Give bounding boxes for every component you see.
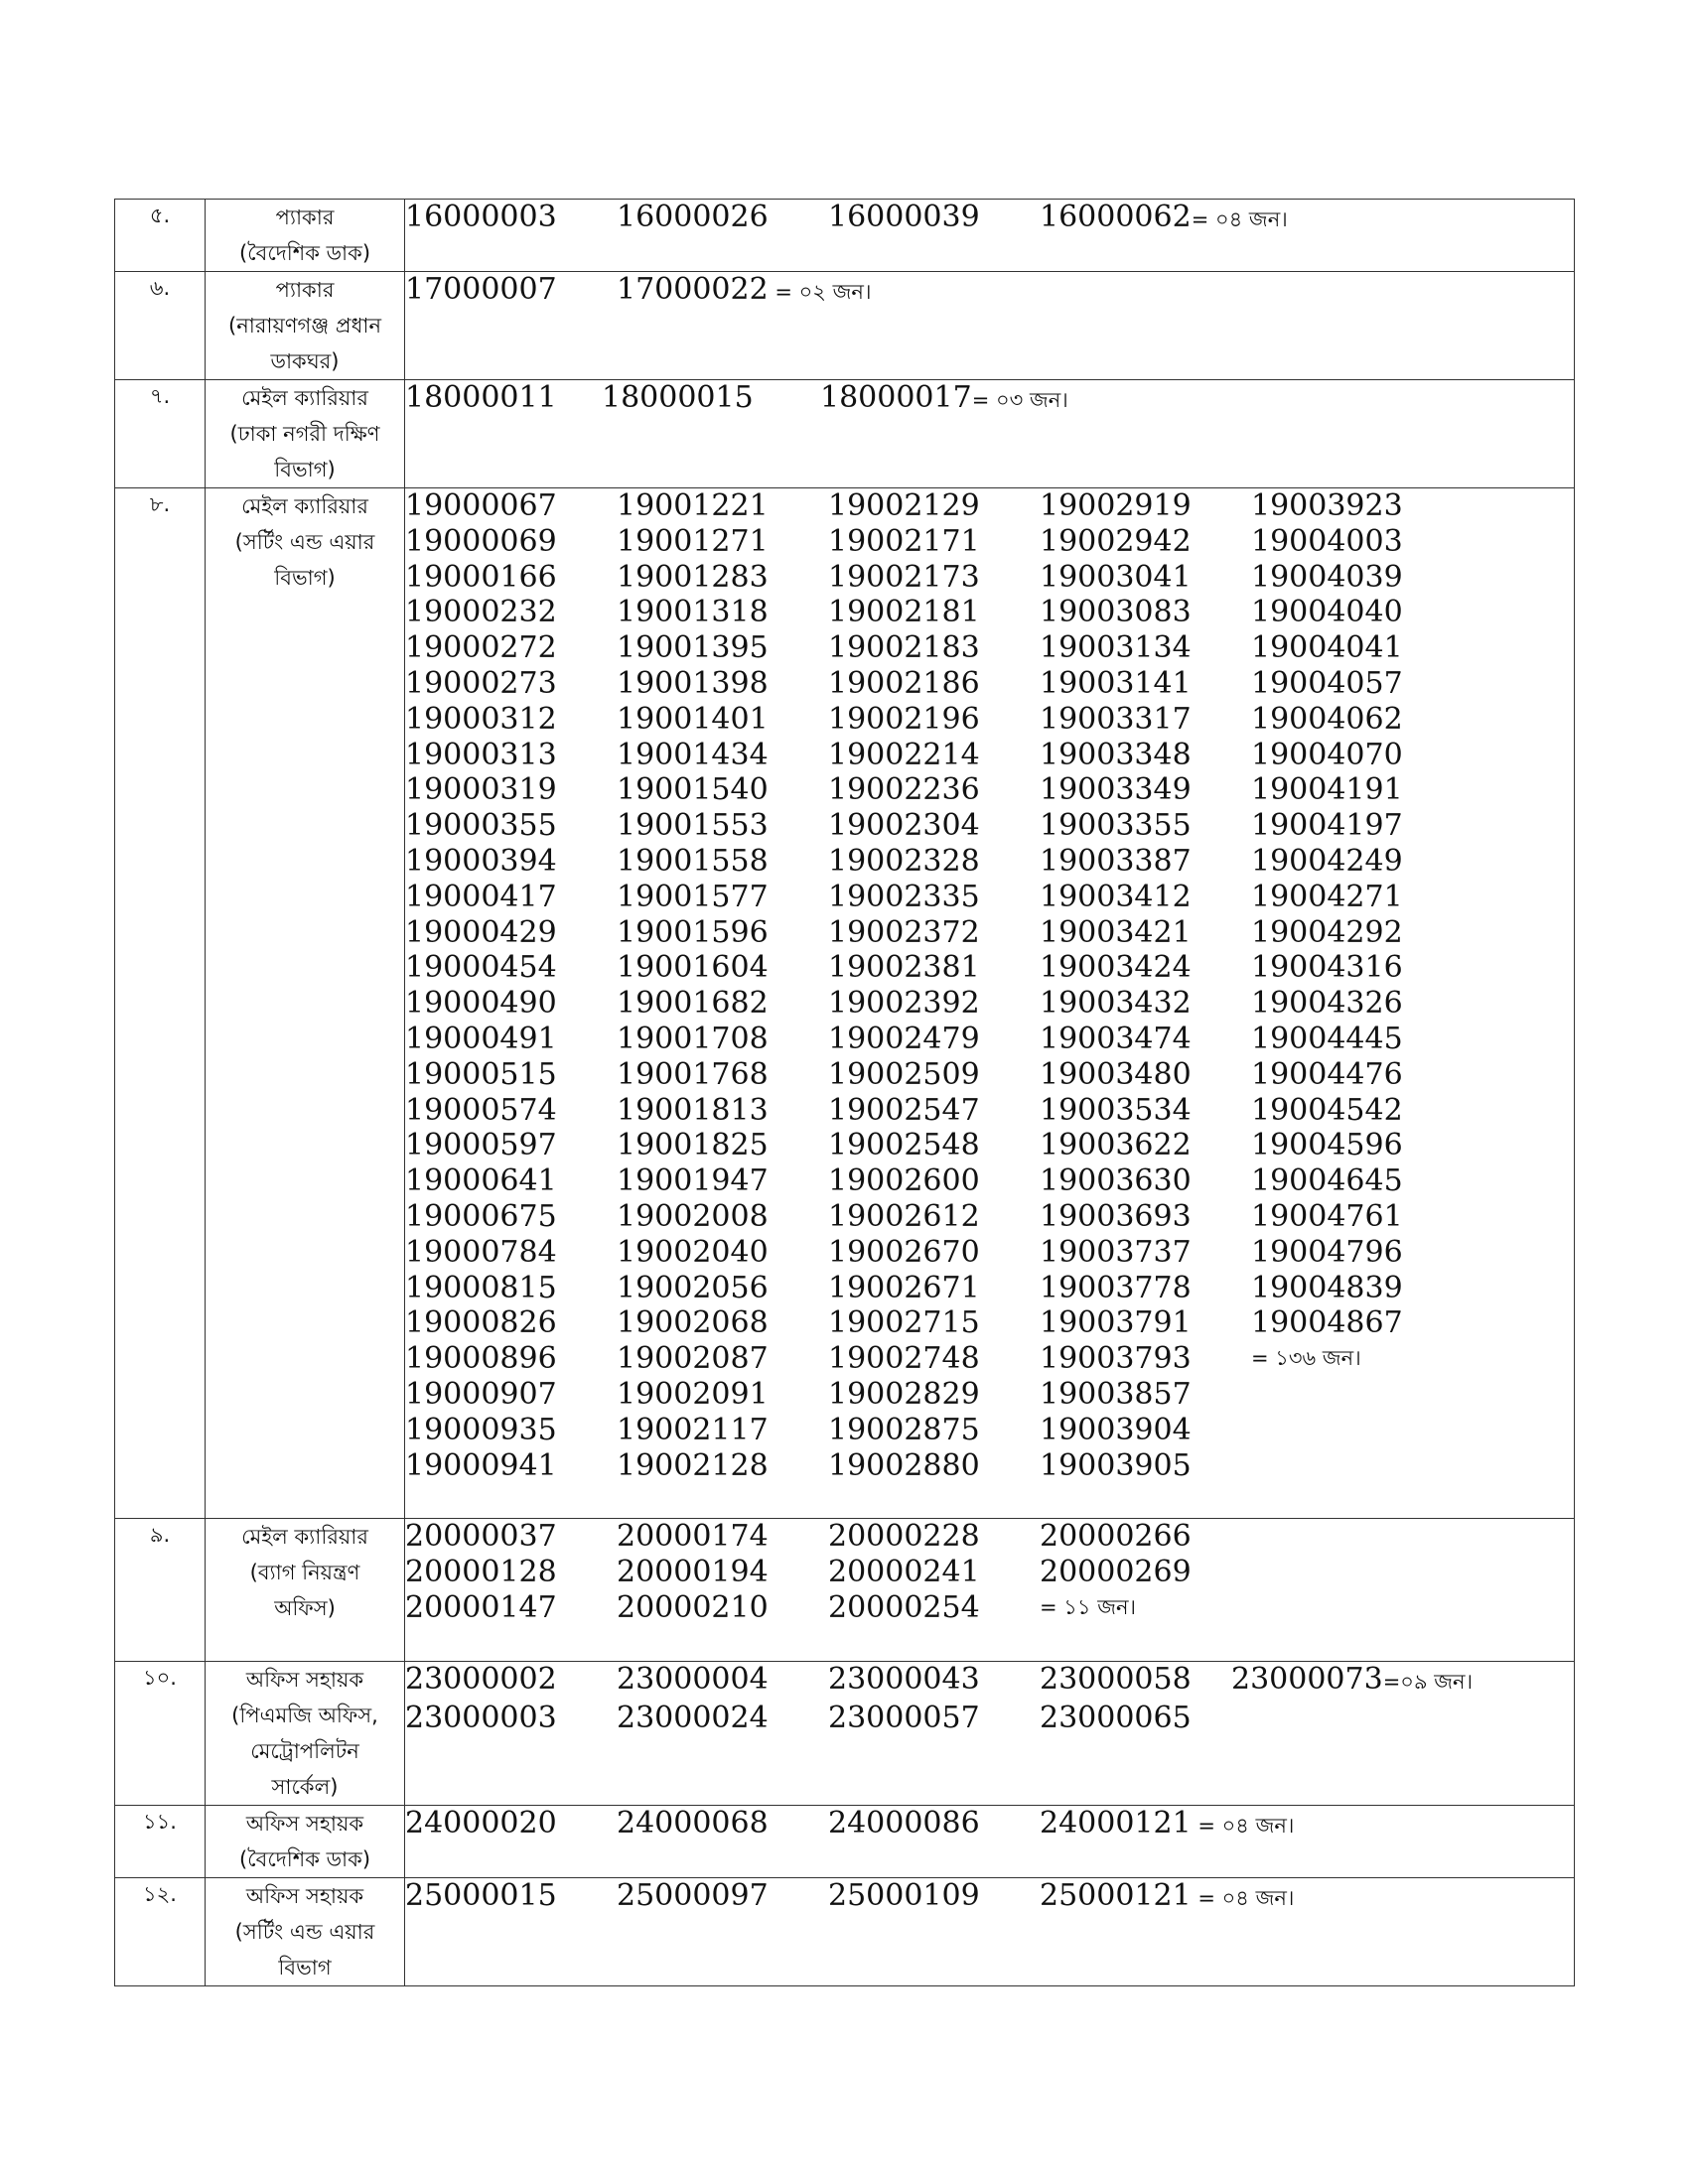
- roll-number: 19003412: [1040, 879, 1192, 914]
- roll-number: 19002236: [828, 772, 980, 808]
- roll-number: 19003424: [1040, 950, 1192, 986]
- roll-number: 19002919: [1040, 488, 1192, 523]
- roll-number: 19003905: [1040, 1447, 1192, 1483]
- roll-number: 19000641: [405, 1163, 557, 1199]
- post-cell: অফিস সহায়ক (সর্টিং এন্ড এয়ার বিভাগ: [206, 1878, 405, 1986]
- roll-number: 19000826: [405, 1305, 557, 1341]
- roll-number: 19003778: [1040, 1270, 1192, 1305]
- roll-number: 19003348: [1040, 737, 1192, 772]
- roll-number: 19002612: [828, 1198, 980, 1234]
- roll-number: 19002372: [828, 914, 980, 950]
- roll-number: 19004867: [1251, 1305, 1403, 1341]
- roll-number: 19003432: [1040, 986, 1192, 1022]
- roll-number: 19001813: [617, 1092, 769, 1128]
- roll-number: 19002600: [828, 1163, 980, 1199]
- roll-number: 23000004: [617, 1662, 769, 1697]
- roll-number: 19003791: [1040, 1305, 1192, 1341]
- roll-number: 19004596: [1251, 1128, 1403, 1163]
- roll-number: 20000241: [828, 1554, 980, 1589]
- roll-number-grid: [405, 1662, 1574, 1736]
- roll-number: 19004070: [1251, 737, 1403, 772]
- roll-number: 23000065: [1040, 1700, 1192, 1735]
- roll-number: 23000043: [828, 1662, 980, 1697]
- roll-number: 19004057: [1251, 665, 1403, 701]
- post-cell: অফিস সহায়ক (বৈদেশিক ডাক): [206, 1806, 405, 1878]
- roll-number: 19004191: [1251, 772, 1403, 808]
- table-row: [115, 380, 1575, 488]
- serial-cell: ৫.: [115, 200, 206, 272]
- total-count: = ১১ জন।: [1040, 1594, 1137, 1619]
- roll-number: 19000515: [405, 1056, 557, 1092]
- roll-number: 20000037: [405, 1519, 557, 1554]
- roll-number: 19004839: [1251, 1270, 1403, 1305]
- roll-number: 19004316: [1251, 950, 1403, 986]
- roll-number: 19000491: [405, 1021, 557, 1056]
- serial-cell: ৭.: [115, 380, 206, 488]
- roll-number: 19002183: [828, 630, 980, 666]
- roll-number: 19000069: [405, 523, 557, 559]
- roll-number: 19004326: [1251, 986, 1403, 1022]
- roll-number: 19002196: [828, 701, 980, 737]
- total-count: = ০৪ জন।: [1191, 1886, 1295, 1910]
- roll-numbers-cell: [405, 488, 1575, 1519]
- roll-number: 19000896: [405, 1341, 557, 1377]
- roll-number: 23000058: [1040, 1662, 1192, 1697]
- roll-number: 19002056: [617, 1270, 769, 1305]
- roll-numbers-cell: 25000015 25000097 25000109 25000121 = ০৪ জন।: [405, 1878, 1575, 1986]
- roll-number: 19002509: [828, 1056, 980, 1092]
- roll-number: 19002171: [828, 523, 980, 559]
- roll-number: 19002548: [828, 1128, 980, 1163]
- roll-number: 19003083: [1040, 595, 1192, 630]
- post-cell: অফিস সহায়ক (পিএমজি অফিস, মেট্রোপলিটন সার্কেল): [206, 1662, 405, 1806]
- roll-number: 19004249: [1251, 843, 1403, 879]
- roll-number: 19002670: [828, 1234, 980, 1270]
- roll-number: 19002129: [828, 488, 980, 523]
- roll-number: 19004003: [1251, 523, 1403, 559]
- roll-number: 19003923: [1251, 488, 1403, 523]
- roll-number: 23000073=০৯ জন।: [1231, 1662, 1474, 1697]
- roll-number: 23000057: [828, 1700, 980, 1735]
- roll-number: 19001318: [617, 595, 769, 630]
- serial-cell: ৯.: [115, 1519, 206, 1662]
- post-cell: প্যাকার (বৈদেশিক ডাক): [206, 200, 405, 272]
- roll-number: 19003480: [1040, 1056, 1192, 1092]
- total-count: =০৯ জন।: [1382, 1670, 1474, 1694]
- result-table: [114, 199, 1575, 1986]
- roll-number: 19000313: [405, 737, 557, 772]
- roll-numbers-cell: 16000003 16000026 16000039 16000062= ০৪ জন।: [405, 200, 1575, 272]
- roll-number: 20000128: [405, 1554, 557, 1589]
- roll-number: 19001221: [617, 488, 769, 523]
- roll-number: 20000194: [617, 1554, 769, 1589]
- roll-numbers-cell: 18000011 18000015 18000017= ০৩ জন।: [405, 380, 1575, 488]
- roll-numbers-cell: 17000007 17000022 = ০২ জন।: [405, 272, 1575, 380]
- roll-number: 20000269: [1040, 1554, 1192, 1589]
- roll-number: 19002880: [828, 1447, 980, 1483]
- roll-number: 19004761: [1251, 1198, 1403, 1234]
- roll-number: 19000319: [405, 772, 557, 808]
- roll-number: 19002671: [828, 1270, 980, 1305]
- post-cell: প্যাকার (নারায়ণগঞ্জ প্রধান ডাকঘর): [206, 272, 405, 380]
- roll-number: 19000355: [405, 808, 557, 844]
- table-row: [115, 488, 1575, 1519]
- roll-number: 19002087: [617, 1341, 769, 1377]
- roll-number: 19003534: [1040, 1092, 1192, 1128]
- serial-cell: ৮.: [115, 488, 206, 1519]
- roll-number: 19003630: [1040, 1163, 1192, 1199]
- post-cell: মেইল ক্যারিয়ার (সর্টিং এন্ড এয়ার বিভাগ): [206, 488, 405, 1519]
- roll-number: 19003134: [1040, 630, 1192, 666]
- roll-number: 19003857: [1040, 1376, 1192, 1412]
- roll-number: 19001434: [617, 737, 769, 772]
- roll-number: 19004062: [1251, 701, 1403, 737]
- roll-number: 19004645: [1251, 1163, 1403, 1199]
- roll-number: 23000002: [405, 1662, 557, 1697]
- roll-number: 19001401: [617, 701, 769, 737]
- roll-number: 19000597: [405, 1128, 557, 1163]
- table-row: [115, 200, 1575, 272]
- roll-number: 19001825: [617, 1128, 769, 1163]
- roll-number: 19004796: [1251, 1234, 1403, 1270]
- roll-number: 19003904: [1040, 1412, 1192, 1447]
- table-row: [115, 1662, 1575, 1806]
- roll-number: 19000312: [405, 701, 557, 737]
- roll-number: 19002128: [617, 1447, 769, 1483]
- roll-number: 19004542: [1251, 1092, 1403, 1128]
- roll-number: 23000003: [405, 1700, 557, 1735]
- roll-number: 19001540: [617, 772, 769, 808]
- roll-number: 20000228: [828, 1519, 980, 1554]
- roll-number: 19000166: [405, 559, 557, 595]
- post-cell: মেইল ক্যারিয়ার (ঢাকা নগরী দক্ষিণ বিভাগ): [206, 380, 405, 488]
- roll-number: 19003141: [1040, 665, 1192, 701]
- roll-number: 20000147: [405, 1589, 557, 1625]
- roll-number: 20000174: [617, 1519, 769, 1554]
- serial-cell: ১২.: [115, 1878, 206, 1986]
- roll-number: 19002942: [1040, 523, 1192, 559]
- roll-number: 19003693: [1040, 1198, 1192, 1234]
- roll-number: 19002068: [617, 1305, 769, 1341]
- table-row: [115, 1878, 1575, 1986]
- roll-number: 19001395: [617, 630, 769, 666]
- total-count: = ০২ জন।: [768, 280, 872, 304]
- roll-number: 19002335: [828, 879, 980, 914]
- serial-cell: ১০.: [115, 1662, 206, 1806]
- roll-number: 19002328: [828, 843, 980, 879]
- table-row: [115, 1519, 1575, 1662]
- roll-number: 23000024: [617, 1700, 769, 1735]
- roll-number: 19002214: [828, 737, 980, 772]
- roll-number: 19002547: [828, 1092, 980, 1128]
- roll-number: 19002304: [828, 808, 980, 844]
- roll-number: 19001398: [617, 665, 769, 701]
- roll-number: 19000273: [405, 665, 557, 701]
- roll-number: 19003355: [1040, 808, 1192, 844]
- roll-number: 19002186: [828, 665, 980, 701]
- roll-number-grid: [405, 1519, 1574, 1625]
- table-row: [115, 272, 1575, 380]
- roll-number: 19003793: [1040, 1341, 1192, 1377]
- roll-number: 19001553: [617, 808, 769, 844]
- roll-number: 19000941: [405, 1447, 557, 1483]
- roll-number: 19003387: [1040, 843, 1192, 879]
- roll-number: 19000574: [405, 1092, 557, 1128]
- post-cell: মেইল ক্যারিয়ার (ব্যাগ নিয়ন্ত্রণ অফিস): [206, 1519, 405, 1662]
- roll-number: 19002829: [828, 1376, 980, 1412]
- roll-number: 20000266: [1040, 1519, 1192, 1554]
- roll-number: 19002008: [617, 1198, 769, 1234]
- roll-number: 19000935: [405, 1412, 557, 1447]
- roll-number: 19000907: [405, 1376, 557, 1412]
- roll-number: 19002181: [828, 595, 980, 630]
- serial-cell: ৬.: [115, 272, 206, 380]
- roll-number: 19000272: [405, 630, 557, 666]
- roll-number: 19004271: [1251, 879, 1403, 914]
- roll-number: 19000394: [405, 843, 557, 879]
- roll-number: 20000210: [617, 1589, 769, 1625]
- roll-number: 19003317: [1040, 701, 1192, 737]
- roll-number: 19000815: [405, 1270, 557, 1305]
- roll-number: 19002381: [828, 950, 980, 986]
- roll-number: 19003474: [1040, 1021, 1192, 1056]
- total-count: = ০৪ জন।: [1191, 207, 1288, 231]
- roll-number: 19004041: [1251, 630, 1403, 666]
- roll-number: 19001768: [617, 1056, 769, 1092]
- roll-number: 19001283: [617, 559, 769, 595]
- roll-number: 19004040: [1251, 595, 1403, 630]
- table-row: [115, 1806, 1575, 1878]
- roll-number: 19002040: [617, 1234, 769, 1270]
- roll-number: 19001577: [617, 879, 769, 914]
- roll-number: 19001682: [617, 986, 769, 1022]
- roll-number: 19000417: [405, 879, 557, 914]
- roll-number: 19002479: [828, 1021, 980, 1056]
- roll-number: 19003421: [1040, 914, 1192, 950]
- roll-number: 19000675: [405, 1198, 557, 1234]
- roll-number: 19002875: [828, 1412, 980, 1447]
- roll-number: 19000067: [405, 488, 557, 523]
- roll-number: 19003737: [1040, 1234, 1192, 1270]
- roll-number: 19002715: [828, 1305, 980, 1341]
- roll-number: 19004039: [1251, 559, 1403, 595]
- roll-number: 19000454: [405, 950, 557, 986]
- roll-number: 19003349: [1040, 772, 1192, 808]
- roll-numbers-cell: [405, 1662, 1575, 1806]
- roll-number: 19002392: [828, 986, 980, 1022]
- total-count: = ১৩৬ জন।: [1251, 1346, 1361, 1371]
- roll-number: 19004445: [1251, 1021, 1403, 1056]
- roll-numbers-cell: [405, 1519, 1575, 1662]
- roll-number: 19000490: [405, 986, 557, 1022]
- roll-number: 19003041: [1040, 559, 1192, 595]
- roll-number: 19002173: [828, 559, 980, 595]
- roll-number: 19004292: [1251, 914, 1403, 950]
- roll-number: 19000232: [405, 595, 557, 630]
- roll-number: 20000254: [828, 1589, 980, 1625]
- roll-numbers-cell: 24000020 24000068 24000086 24000121 = ০৪ জন।: [405, 1806, 1575, 1878]
- roll-number: 19001947: [617, 1163, 769, 1199]
- roll-number: 19004476: [1251, 1056, 1403, 1092]
- roll-number: 19004197: [1251, 808, 1403, 844]
- total-count: = ০৩ জন।: [971, 388, 1068, 412]
- roll-number: 19001596: [617, 914, 769, 950]
- roll-number: 19001558: [617, 843, 769, 879]
- total-count: = ০৪ জন।: [1191, 1814, 1295, 1838]
- roll-number: 19000784: [405, 1234, 557, 1270]
- roll-number: 19002748: [828, 1341, 980, 1377]
- roll-number: 19001708: [617, 1021, 769, 1056]
- roll-number: 19002091: [617, 1376, 769, 1412]
- serial-cell: ১১.: [115, 1806, 206, 1878]
- roll-number: 19002117: [617, 1412, 769, 1447]
- roll-number: 19001604: [617, 950, 769, 986]
- roll-number: 19001271: [617, 523, 769, 559]
- roll-number-grid: [405, 488, 1574, 1483]
- roll-number: 19003622: [1040, 1128, 1192, 1163]
- roll-number: 19000429: [405, 914, 557, 950]
